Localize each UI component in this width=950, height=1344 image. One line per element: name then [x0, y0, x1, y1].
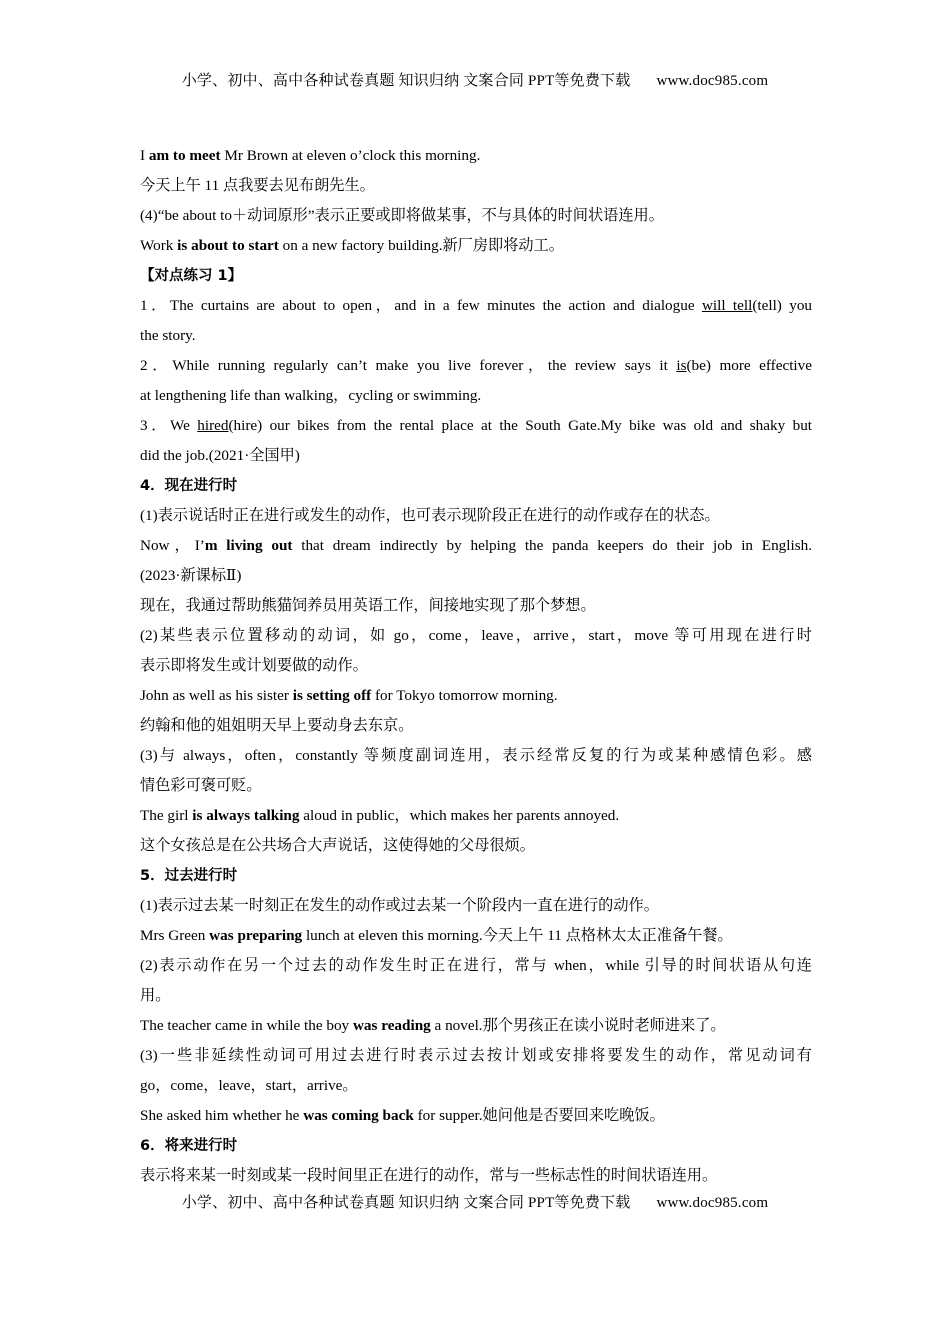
practice-title: 【对点练习 1】	[140, 268, 243, 284]
example-translation: 约翰和他的姐姐明天早上要动身去东京。	[140, 717, 414, 734]
footer-url[interactable]: www.doc985.com	[656, 1195, 769, 1211]
question-1-cont: the story.	[140, 327, 196, 344]
rule-paragraph: (2)表示动作在另一个过去的动作发生时正在进行，常与 when，while 引导的时间状语从句连	[140, 957, 812, 974]
header-url[interactable]: www.doc985.com	[656, 73, 769, 89]
header-text: 小学、初中、高中各种试卷真题 知识归纳 文案合同 PPT等免费下载	[181, 73, 631, 89]
answer-blank: will tell	[701, 297, 753, 314]
footer-text: 小学、初中、高中各种试卷真题 知识归纳 文案合同 PPT等免费下载	[181, 1195, 631, 1211]
example-sentence: She asked him whether he was coming back for supper.她问他是否要回来吃晚饭。	[140, 1107, 665, 1124]
question-2-cont: at lengthening life than walking，cycling or swimming.	[140, 387, 482, 404]
example-translation: 这个女孩总是在公共场合大声说话，这使得她的父母很烦。	[140, 837, 535, 854]
rule-paragraph: (3)一些非延续性动词可用过去进行时表示过去按计划或安排将要发生的动作，常见动词有	[140, 1047, 812, 1064]
rule-paragraph-cont: 表示即将发生或计划要做的动作。	[140, 657, 368, 674]
answer-blank: hired	[197, 417, 229, 434]
page-header	[0, 69, 950, 90]
rule-paragraph: (3)与 always，often，constantly 等频度副词连用，表示经常反复的行为或某种感情色彩。感	[140, 747, 812, 764]
rule-paragraph: (1)表示过去某一时刻正在发生的动作或过去某一个阶段内一直在进行的动作。	[140, 897, 659, 914]
example-sentence: The teacher came in while the boy was reading a novel.那个男孩正在读小说时老师进来了。	[140, 1017, 726, 1034]
example-translation: 今天上午 11 点我要去见布朗先生。	[140, 177, 375, 194]
rule-paragraph: (1)表示说话时正在进行或发生的动作，也可表示现阶段正在进行的动作或存在的状态。	[140, 507, 720, 524]
example-translation: 现在，我通过帮助熊猫饲养员用英语工作，间接地实现了那个梦想。	[140, 597, 596, 614]
answer-blank: is	[676, 357, 687, 374]
question-2: 2．While running regularly can’t make you live forever，the review says it is(be) more effective	[140, 357, 812, 374]
rule-paragraph: (4)“be about to＋动词原形”表示正要或即将做某事，不与具体的时间状语连用。	[140, 207, 664, 224]
document-body	[140, 141, 812, 1191]
rule-paragraph: 表示将来某一时刻或某一段时间里正在进行的动作，常与一些标志性的时间状语连用。	[140, 1167, 718, 1184]
example-sentence: The girl is always talking aloud in public，which makes her parents annoyed.	[140, 807, 620, 824]
example-sentence: John as well as his sister is setting off for Tokyo tomorrow morning.	[140, 687, 558, 704]
example-sentence: Mrs Green was preparing lunch at eleven this morning.今天上午 11 点格林太太正准备午餐。	[140, 927, 733, 944]
rule-paragraph: (2)某些表示位置移动的动词，如 go，come，leave，arrive，start，move 等可用现在进行时	[140, 627, 812, 644]
example-sentence: Now，I’m living out that dream indirectly by helping the panda keepers do their job in English.	[140, 537, 812, 554]
example-sentence: I am to meet Mr Brown at eleven o’clock this morning.	[140, 147, 481, 164]
question-1: 1．The curtains are about to open，and in a few minutes the action and dialogue will tell(tell) you	[140, 297, 813, 314]
section-heading: 5．过去进行时	[140, 868, 238, 884]
question-3-cont: did the job.(2021·全国甲)	[140, 447, 300, 464]
question-3: 3．We hired(hire) our bikes from the rental place at the South Gate.My bike was old and shaky but	[140, 417, 813, 434]
rule-paragraph-cont: 用。	[140, 987, 171, 1004]
example-sentence: Work is about to start on a new factory building.新厂房即将动工。	[140, 237, 564, 254]
rule-paragraph-cont: go，come，leave，start，arrive。	[140, 1077, 358, 1094]
section-heading: 6．将来进行时	[140, 1138, 238, 1154]
section-heading: 4．现在进行时	[140, 478, 238, 494]
example-source: (2023·新课标Ⅱ)	[140, 567, 242, 584]
page-footer	[0, 1191, 950, 1212]
rule-paragraph-cont: 情色彩可褒可贬。	[140, 777, 262, 794]
